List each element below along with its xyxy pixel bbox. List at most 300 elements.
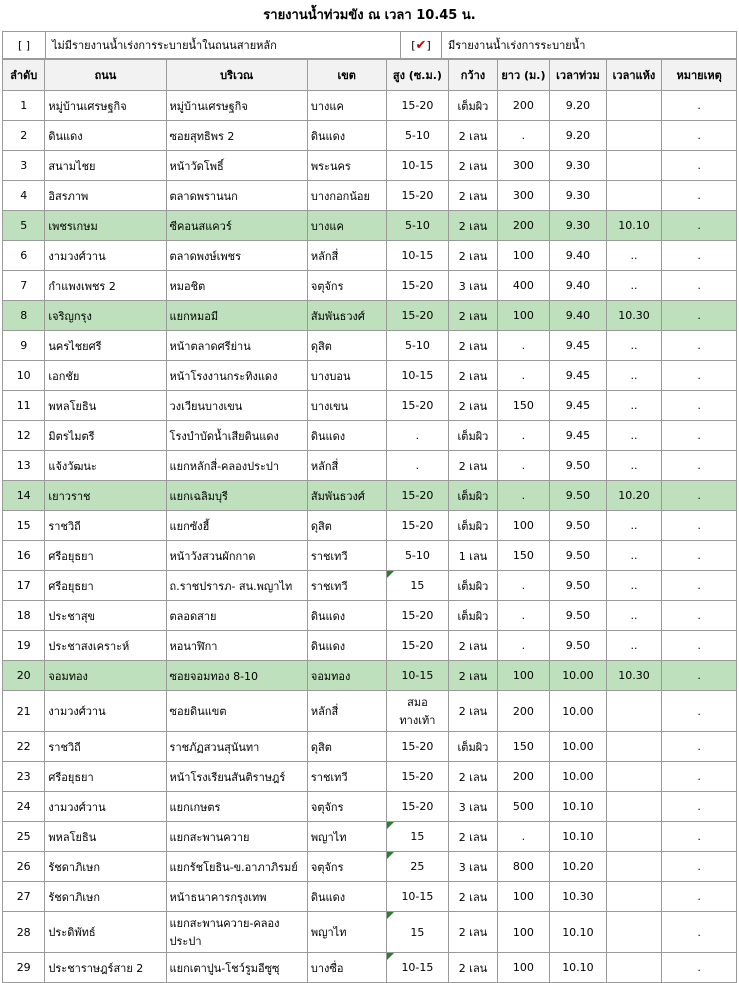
table-row[interactable] [3,601,737,631]
table-row[interactable] [3,451,737,481]
cell-dry-time [606,91,662,121]
table-row[interactable] [3,181,737,211]
cell-road: สนามไชย [45,151,166,181]
cell-height: 15-20 [386,481,449,511]
cell-no: 23 [3,762,45,792]
cell-length: 400 [497,271,550,301]
cell-remark: . [662,661,737,691]
cell-district: บางบอน [307,361,386,391]
cell-road: ราชวิถี [45,732,166,762]
cell-road: เจริญกรุง [45,301,166,331]
cell-district: จตุจักร [307,852,386,882]
cell-flood-time: 9.20 [550,91,607,121]
cell-length: 200 [497,762,550,792]
cell-height: 25 [386,852,449,882]
table-row[interactable] [3,301,737,331]
cell-width: 2 เลน [449,181,497,211]
col-remark: หมายเหตุ [662,60,737,91]
cell-remark: . [662,631,737,661]
table-row[interactable] [3,541,737,571]
cell-length: 200 [497,91,550,121]
cell-road: เอกชัย [45,361,166,391]
cell-height: 15 [386,571,449,601]
cell-flood-time: 9.50 [550,601,607,631]
cell-no: 21 [3,691,45,732]
cell-area: ตลาดพรานนก [166,181,307,211]
cell-area: ราชภัฏสวนสุนันทา [166,732,307,762]
cell-length: 200 [497,211,550,241]
cell-dry-time: .. [606,541,662,571]
cell-dry-time [606,762,662,792]
table-row[interactable] [3,271,737,301]
cell-road: กำแพงเพชร 2 [45,271,166,301]
cell-height: 15-20 [386,792,449,822]
cell-district: ดินแดง [307,601,386,631]
cell-flood-time: 10.00 [550,762,607,792]
cell-flood-time: 9.40 [550,301,607,331]
table-row[interactable] [3,953,737,983]
table-row[interactable] [3,361,737,391]
cell-height: 10-15 [386,241,449,271]
cell-area: หมอชิต [166,271,307,301]
cell-flood-time: 9.45 [550,331,607,361]
cell-no: 4 [3,181,45,211]
cell-road: มิตรไมตรี [45,421,166,451]
cell-width: 2 เลน [449,151,497,181]
legend-left-box[interactable]: [ ] [3,32,46,59]
cell-dry-time: .. [606,571,662,601]
table-row[interactable] [3,481,737,511]
cell-width: เต็มผิว [449,601,497,631]
cell-remark: . [662,852,737,882]
cell-width: เต็มผิว [449,421,497,451]
cell-area: แยกซังฮี้ [166,511,307,541]
cell-height: 10-15 [386,953,449,983]
cell-length: . [497,481,550,511]
cell-remark: . [662,571,737,601]
cell-height: 5-10 [386,121,449,151]
cell-dry-time [606,882,662,912]
table-row[interactable] [3,121,737,151]
cell-road: ประชาราษฎร์สาย 2 [45,953,166,983]
cell-no: 15 [3,511,45,541]
cell-height: 15-20 [386,181,449,211]
cell-no: 2 [3,121,45,151]
cell-district: ดินแดง [307,421,386,451]
cell-no: 8 [3,301,45,331]
cell-remark: . [662,151,737,181]
cell-road: ประชาสุข [45,601,166,631]
cell-dry-time: .. [606,331,662,361]
table-row[interactable] [3,241,737,271]
cell-road: งามวงศ์วาน [45,792,166,822]
cell-road: งามวงศ์วาน [45,691,166,732]
cell-remark: . [662,762,737,792]
cell-width: 2 เลน [449,241,497,271]
cell-district: หลักสี่ [307,691,386,732]
cell-flood-time: 10.00 [550,691,607,732]
cell-remark: . [662,882,737,912]
cell-length: 100 [497,912,550,953]
cell-height: 15 [386,912,449,953]
table-row[interactable] [3,631,737,661]
cell-flood-time: 10.20 [550,852,607,882]
cell-no: 18 [3,601,45,631]
cell-dry-time: 10.30 [606,301,662,331]
table-row[interactable] [3,792,737,822]
cell-width: 2 เลน [449,762,497,792]
table-row[interactable] [3,151,737,181]
cell-district: ราชเทวี [307,762,386,792]
cell-height: 10-15 [386,151,449,181]
cell-height: 5-10 [386,331,449,361]
cell-district: พญาไท [307,912,386,953]
cell-flood-time: 10.00 [550,661,607,691]
cell-road: ศรีอยุธยา [45,762,166,792]
cell-area: ตลอดสาย [166,601,307,631]
cell-width: 2 เลน [449,211,497,241]
cell-dry-time [606,181,662,211]
cell-no: 9 [3,331,45,361]
legend-table [2,31,737,59]
cell-length: . [497,331,550,361]
cell-flood-time: 9.20 [550,121,607,151]
cell-road: อิสรภาพ [45,181,166,211]
table-row[interactable] [3,822,737,852]
cell-remark: . [662,421,737,451]
cell-flood-time: 10.10 [550,953,607,983]
cell-height: 5-10 [386,541,449,571]
cell-dry-time: .. [606,601,662,631]
legend-bracket-close: ] [426,38,431,52]
cell-length: 100 [497,661,550,691]
cell-width: 2 เลน [449,953,497,983]
cell-length: 150 [497,541,550,571]
cell-area: แยกรัชโยธิน-ข.อาภาภิรมย์ [166,852,307,882]
cell-road: หมู่บ้านเศรษฐกิจ [45,91,166,121]
cell-flood-time: 9.45 [550,391,607,421]
cell-road: เพชรเกษม [45,211,166,241]
cell-remark: . [662,541,737,571]
cell-dry-time: .. [606,361,662,391]
cell-length: . [497,571,550,601]
cell-height: 5-10 [386,211,449,241]
cell-remark: . [662,91,737,121]
legend-right-box[interactable] [401,32,442,59]
cell-length: . [497,121,550,151]
col-dry-time: เวลาแห้ง [606,60,662,91]
cell-remark: . [662,732,737,762]
cell-road: ราชวิถี [45,511,166,541]
cell-width: 2 เลน [449,691,497,732]
cell-height: 15 [386,822,449,852]
col-district: เขต [307,60,386,91]
cell-remark: . [662,451,737,481]
cell-width: 3 เลน [449,852,497,882]
cell-area: แยกเฉลิมบุรี [166,481,307,511]
table-row[interactable] [3,391,737,421]
table-row[interactable] [3,331,737,361]
cell-width: 2 เลน [449,822,497,852]
cell-remark: . [662,912,737,953]
cell-road: นครไชยศรี [45,331,166,361]
cell-no: 6 [3,241,45,271]
cell-area: โรงบำบัดน้ำเสียดินแดง [166,421,307,451]
cell-district: หลักสี่ [307,451,386,481]
cell-remark: . [662,792,737,822]
cell-area: ซีคอนสแควร์ [166,211,307,241]
cell-district: สัมพันธวงศ์ [307,481,386,511]
table-row[interactable] [3,882,737,912]
cell-length: 300 [497,151,550,181]
table-row[interactable] [3,852,737,882]
cell-area: หน้าโรงเรียนสันติราษฎร์ [166,762,307,792]
cell-no: 19 [3,631,45,661]
col-road: ถนน [45,60,166,91]
cell-area: ซอยดินแขต [166,691,307,732]
cell-dry-time: 10.20 [606,481,662,511]
cell-no: 20 [3,661,45,691]
cell-flood-time: 9.40 [550,271,607,301]
cell-area: หน้าธนาคารกรุงเทพ [166,882,307,912]
cell-height: 10-15 [386,882,449,912]
legend-bracket-open: [ [411,38,416,52]
cell-district: บางแค [307,91,386,121]
cell-length: . [497,451,550,481]
col-no: ลำดับ [3,60,45,91]
cell-remark: . [662,691,737,732]
cell-area: ถ.ราชปรารภ- สน.พญาไท [166,571,307,601]
cell-flood-time: 9.30 [550,181,607,211]
cell-no: 27 [3,882,45,912]
cell-district: พระนคร [307,151,386,181]
cell-flood-time: 10.30 [550,882,607,912]
table-row[interactable] [3,571,737,601]
cell-district: บางเขน [307,391,386,421]
cell-road: ดินแดง [45,121,166,151]
cell-height: 10-15 [386,361,449,391]
cell-remark: . [662,241,737,271]
table-row[interactable] [3,421,737,451]
table-row[interactable] [3,732,737,762]
cell-height: 15-20 [386,301,449,331]
cell-district: ดุสิต [307,511,386,541]
cell-flood-time: 10.10 [550,792,607,822]
cell-length: . [497,601,550,631]
cell-width: 2 เลน [449,391,497,421]
cell-area: หมู่บ้านเศรษฐกิจ [166,91,307,121]
cell-no: 24 [3,792,45,822]
cell-road: งามวงศ์วาน [45,241,166,271]
cell-no: 29 [3,953,45,983]
cell-area: วงเวียนบางเขน [166,391,307,421]
cell-area: แยกสะพานควาย-คลองประปา [166,912,307,953]
cell-area: แยกเกษตร [166,792,307,822]
cell-length: 100 [497,953,550,983]
cell-district: บางแค [307,211,386,241]
flood-report-table [2,59,737,983]
cell-width: เต็มผิว [449,481,497,511]
cell-width: 3 เลน [449,271,497,301]
cell-dry-time [606,822,662,852]
cell-no: 3 [3,151,45,181]
cell-dry-time: .. [606,511,662,541]
cell-no: 7 [3,271,45,301]
cell-flood-time: 9.50 [550,511,607,541]
cell-dry-time: 10.10 [606,211,662,241]
cell-district: หลักสี่ [307,241,386,271]
cell-district: จตุจักร [307,792,386,822]
cell-width: 1 เลน [449,541,497,571]
cell-width: 2 เลน [449,121,497,151]
legend-right-label: มีรายงานน้ำเร่งการระบายน้ำ [442,32,737,59]
cell-road: พหลโยธิน [45,822,166,852]
cell-no: 22 [3,732,45,762]
cell-remark: . [662,391,737,421]
cell-remark: . [662,331,737,361]
table-row[interactable] [3,912,737,953]
cell-height: 15-20 [386,511,449,541]
legend-left-label: ไม่มีรายงานน้ำเร่งการระบายน้ำในถนนสายหลัก [46,32,401,59]
cell-flood-time: 9.50 [550,481,607,511]
cell-dry-time [606,732,662,762]
cell-length: 300 [497,181,550,211]
cell-area: แยกหมอมี [166,301,307,331]
table-body [3,91,737,983]
table-row[interactable] [3,91,737,121]
cell-width: เต็มผิว [449,571,497,601]
col-length: ยาว (ม.) [497,60,550,91]
cell-flood-time: 9.50 [550,451,607,481]
cell-flood-time: 10.10 [550,822,607,852]
cell-district: ราชเทวี [307,571,386,601]
cell-flood-time: 9.50 [550,631,607,661]
cell-road: รัชดาภิเษก [45,882,166,912]
cell-road: ศรีอยุธยา [45,541,166,571]
cell-flood-time: 10.00 [550,732,607,762]
cell-remark: . [662,511,737,541]
cell-dry-time: 10.30 [606,661,662,691]
col-width: กว้าง [449,60,497,91]
legend-row [3,32,737,59]
cell-road: รัชดาภิเษก [45,852,166,882]
cell-width: 2 เลน [449,631,497,661]
cell-remark: . [662,601,737,631]
cell-height: 15-20 [386,631,449,661]
cell-remark: . [662,181,737,211]
cell-height: 10-15 [386,661,449,691]
cell-road: ประดิพัทธ์ [45,912,166,953]
cell-height: 15-20 [386,271,449,301]
cell-area: ซอยสุทธิพร 2 [166,121,307,151]
cell-length: 500 [497,792,550,822]
cell-area: หน้าวังสวนผักกาด [166,541,307,571]
cell-length: . [497,822,550,852]
cell-height: 15-20 [386,762,449,792]
cell-flood-time: 10.10 [550,912,607,953]
cell-district: ดินแดง [307,631,386,661]
cell-height: . [386,421,449,451]
cell-width: 3 เลน [449,792,497,822]
cell-flood-time: 9.40 [550,241,607,271]
table-row[interactable] [3,211,737,241]
cell-remark: . [662,481,737,511]
cell-remark: . [662,211,737,241]
cell-district: พญาไท [307,822,386,852]
cell-length: . [497,631,550,661]
cell-width: เต็มผิว [449,91,497,121]
cell-road: ประชาสงเคราะห์ [45,631,166,661]
cell-width: 2 เลน [449,331,497,361]
cell-no: 25 [3,822,45,852]
table-row[interactable] [3,691,737,732]
cell-road: แจ้งวัฒนะ [45,451,166,481]
cell-district: ดินแดง [307,121,386,151]
cell-flood-time: 9.30 [550,211,607,241]
cell-district: บางซื่อ [307,953,386,983]
cell-no: 12 [3,421,45,451]
cell-district: บางกอกน้อย [307,181,386,211]
cell-width: 2 เลน [449,661,497,691]
cell-district: จอมทอง [307,661,386,691]
cell-height: 15-20 [386,601,449,631]
cell-district: จตุจักร [307,271,386,301]
cell-district: ดุสิต [307,331,386,361]
cell-height: 15-20 [386,732,449,762]
cell-height: . [386,451,449,481]
cell-no: 16 [3,541,45,571]
check-icon: ✔ [415,37,427,53]
col-area: บริเวณ [166,60,307,91]
cell-dry-time: .. [606,391,662,421]
table-row[interactable] [3,511,737,541]
cell-remark: . [662,822,737,852]
cell-no: 11 [3,391,45,421]
cell-dry-time: .. [606,241,662,271]
cell-no: 10 [3,361,45,391]
col-height: สูง (ซ.ม.) [386,60,449,91]
cell-height: สมอทางเท้า [386,691,449,732]
cell-no: 1 [3,91,45,121]
cell-district: สัมพันธวงศ์ [307,301,386,331]
cell-area: หน้าโรงงานกระทิงแดง [166,361,307,391]
table-row[interactable] [3,661,737,691]
cell-length: 100 [497,882,550,912]
cell-flood-time: 9.30 [550,151,607,181]
table-row[interactable] [3,762,737,792]
cell-width: เต็มผิว [449,511,497,541]
cell-area: หน้าตลาดศรีย่าน [166,331,307,361]
cell-dry-time: .. [606,421,662,451]
cell-road: ศรีอยุธยา [45,571,166,601]
cell-no: 13 [3,451,45,481]
cell-dry-time [606,121,662,151]
cell-no: 17 [3,571,45,601]
cell-remark: . [662,953,737,983]
cell-width: เต็มผิว [449,732,497,762]
cell-flood-time: 9.45 [550,361,607,391]
cell-flood-time: 9.50 [550,541,607,571]
cell-height: 15-20 [386,391,449,421]
col-flood-time: เวลาท่วม [550,60,607,91]
cell-length: 150 [497,391,550,421]
cell-length: 200 [497,691,550,732]
cell-road: จอมทอง [45,661,166,691]
table-header [3,60,737,91]
cell-width: 2 เลน [449,301,497,331]
cell-dry-time: .. [606,631,662,661]
cell-remark: . [662,121,737,151]
